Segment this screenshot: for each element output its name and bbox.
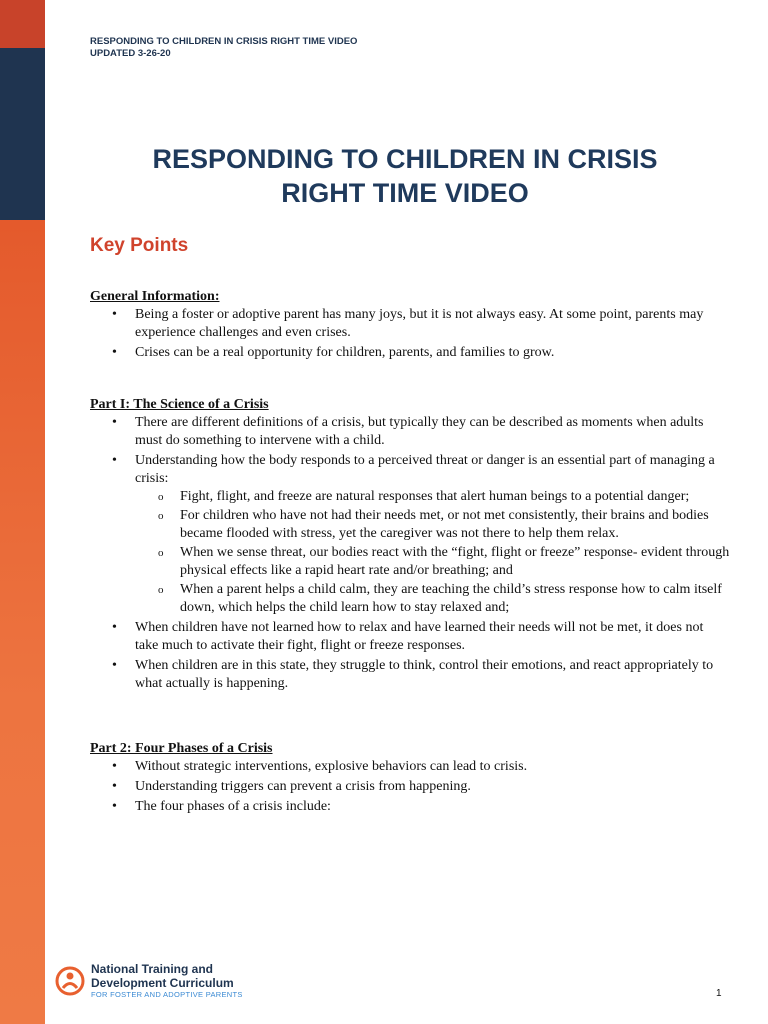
page-title (90, 142, 720, 210)
bullet-item: • Crises can be a real opportunity for children, parents, and families to grow. (90, 344, 730, 362)
bullet-item: • Being a foster or adoptive parent has many joys, but it is not always easy. At some point, parents may experience challenges and even crises. (90, 306, 730, 342)
section-part-2 (90, 740, 730, 818)
bullet-text: Understanding how the body responds to a perceived threat or danger is an essential part of managing a crisis: (135, 453, 715, 486)
logo-text (91, 962, 243, 999)
logo-line-1: National Training and (91, 962, 214, 976)
bullet-item: • When children have not learned how to relax and have learned their needs will not be met, it does not take much to activate their fight, flight or freeze responses. (90, 619, 730, 655)
section-general (90, 288, 730, 364)
bullet-list (90, 306, 730, 362)
bullet-item: • Understanding triggers can prevent a crisis from happening. (90, 778, 730, 796)
bullet-item: • There are different definitions of a crisis, but typically they can be described as moments when adults must do something to intervene with a child. (90, 414, 730, 450)
people-circle-logo-icon (55, 966, 85, 996)
title-line-1: RESPONDING TO CHILDREN IN CRISIS (152, 144, 658, 174)
section-part-1 (90, 396, 730, 695)
sub-bullet-item: o Fight, flight, and freeze are natural responses that alert human beings to a potential danger; (135, 488, 730, 506)
logo-tagline: FOR FOSTER AND ADOPTIVE PARENTS (91, 990, 243, 999)
side-stripe-red (0, 0, 45, 48)
ntdc-logo (55, 962, 243, 999)
sub-bullet-item: o When a parent helps a child calm, they are teaching the child’s stress response how to calm itself down, which helps the child learn how to stay relaxed and; (135, 581, 730, 617)
sub-bullet-item: o For children who have not had their needs met, or not met consistently, their brains and bodies became flooded with stress, yet the caregiver was not there to help them relax. (135, 507, 730, 543)
bullet-list (90, 758, 730, 816)
sub-bullet-item: o When we sense threat, our bodies react with the “fight, flight or freeze” response- evident through physical effects like a rapid heart rate and/or breathing; and (135, 544, 730, 580)
key-points-heading: Key Points (90, 235, 189, 256)
bullet-item (90, 452, 730, 617)
running-header (90, 36, 357, 60)
header-line-1: RESPONDING TO CHILDREN IN CRISIS RIGHT TIME VIDEO (90, 36, 358, 47)
page-number: 1 (716, 988, 722, 999)
section-heading: Part 2: Four Phases of a Crisis (90, 741, 273, 756)
header-line-2: UPDATED 3-26-20 (90, 48, 171, 59)
bullet-item: • Without strategic interventions, explosive behaviors can lead to crisis. (90, 758, 730, 776)
side-stripe-orange (0, 220, 45, 1024)
section-heading: Part I: The Science of a Crisis (90, 397, 269, 412)
title-line-2: RIGHT TIME VIDEO (281, 178, 529, 208)
section-heading: General Information: (90, 289, 220, 304)
side-stripe-navy (0, 48, 45, 220)
logo-line-2: Development Curriculum (91, 976, 234, 990)
bullet-list (90, 414, 730, 693)
bullet-item: • The four phases of a crisis include: (90, 798, 730, 816)
sub-bullet-list (135, 488, 730, 617)
bullet-item: • When children are in this state, they struggle to think, control their emotions, and react appropriately to what actually is happening. (90, 657, 730, 693)
